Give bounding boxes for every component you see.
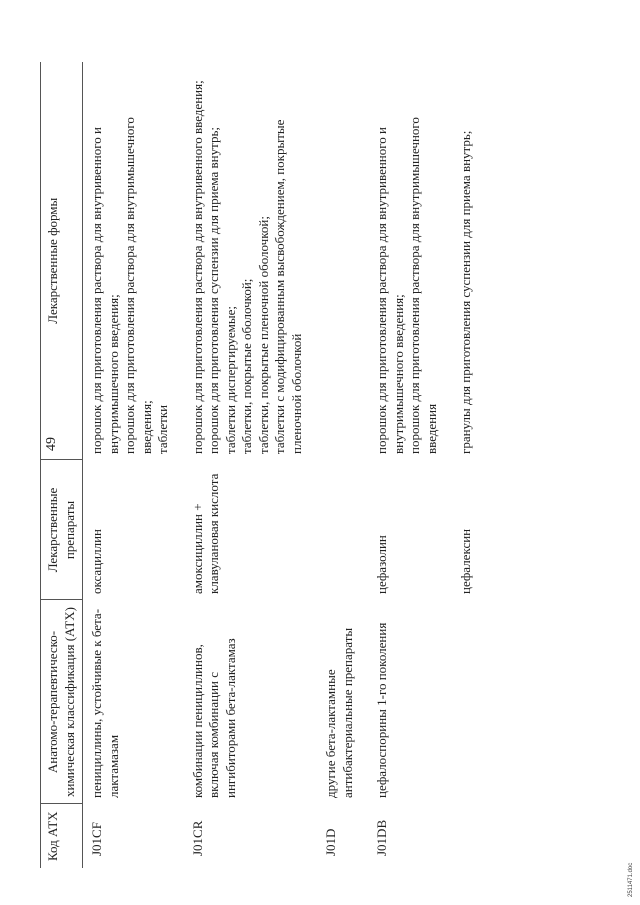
cell-code: J01CF bbox=[89, 822, 104, 856]
dosage-form-line: порошок для приготовления раствора для внутримышечного введения; bbox=[122, 117, 154, 454]
cell-code: J01CR bbox=[189, 820, 205, 856]
dosage-form-line: порошок для приготовления раствора для внутримышечного введения bbox=[407, 117, 439, 454]
dosage-form-line: таблетки с модифицированным высвобождением, покрытые пленочной оболочкой bbox=[272, 119, 304, 454]
table-header-row bbox=[41, 62, 83, 868]
cell-forms bbox=[452, 62, 487, 460]
cell-classification bbox=[452, 600, 487, 804]
table-row bbox=[317, 62, 368, 868]
dosage-form-line: таблетки диспергируемые; bbox=[222, 306, 238, 454]
table-row bbox=[368, 62, 452, 868]
header-forms: Лекарственные формы bbox=[41, 62, 83, 460]
footer-filename: 2511471.doc bbox=[628, 862, 634, 897]
dosage-form-line: таблетки, покрытые оболочкой; bbox=[239, 278, 254, 454]
cell-code: J01DB bbox=[374, 819, 389, 856]
dosage-form-line: гранулы для приготовления суспензии для приема внутрь; bbox=[458, 130, 473, 454]
header-classification: Анатомо-терапевтическо-химическая классификация (АТХ) bbox=[41, 600, 83, 804]
cell-drug: амоксициллин + клавулановая кислота bbox=[189, 473, 221, 594]
table-row bbox=[83, 62, 184, 868]
cell-classification: комбинации пенициллинов, включая комбинации с ингибиторами бета-лактамаз bbox=[189, 638, 238, 798]
cell-drug: цефалексин bbox=[458, 528, 473, 594]
cell-drug: цефазолин bbox=[374, 535, 389, 594]
drug-table bbox=[40, 62, 487, 868]
dosage-form-line: порошок для приготовления раствора для внутривенного и внутримышечного введения; bbox=[89, 127, 121, 454]
dosage-form-line: порошок для приготовления суспензии для приема внутрь; bbox=[206, 127, 221, 454]
cell-forms bbox=[368, 62, 452, 460]
cell-code: J01D bbox=[323, 828, 338, 856]
cell-forms bbox=[83, 62, 184, 460]
cell-drug bbox=[317, 460, 368, 600]
cell-classification: другие бета-лактамные антибактериальные препараты bbox=[323, 627, 355, 798]
header-drugs: Лекарственные препараты bbox=[41, 460, 83, 600]
cell-classification: пенициллины, устойчивые к бета-лактамазам bbox=[89, 608, 121, 798]
cell-code bbox=[452, 804, 487, 868]
table-row bbox=[452, 62, 487, 868]
cell-classification: цефалоспорины 1-го поколения bbox=[374, 622, 389, 798]
dosage-form-line: таблетки bbox=[155, 404, 170, 454]
dosage-form-line: порошок для приготовления раствора для внутривенного введения; bbox=[189, 80, 205, 454]
cell-drug: оксациллин bbox=[89, 529, 104, 594]
dosage-form-line: порошок для приготовления раствора для внутривенного и внутримышечного введения; bbox=[374, 127, 406, 454]
table-row bbox=[184, 62, 318, 868]
dosage-form-line: таблетки, покрытые пленочной оболочкой; bbox=[255, 216, 271, 454]
header-code: Код АТХ bbox=[41, 804, 83, 868]
cell-forms bbox=[184, 62, 318, 460]
cell-forms bbox=[317, 62, 368, 460]
table-body bbox=[83, 62, 487, 868]
page-number: 49 bbox=[44, 437, 59, 451]
